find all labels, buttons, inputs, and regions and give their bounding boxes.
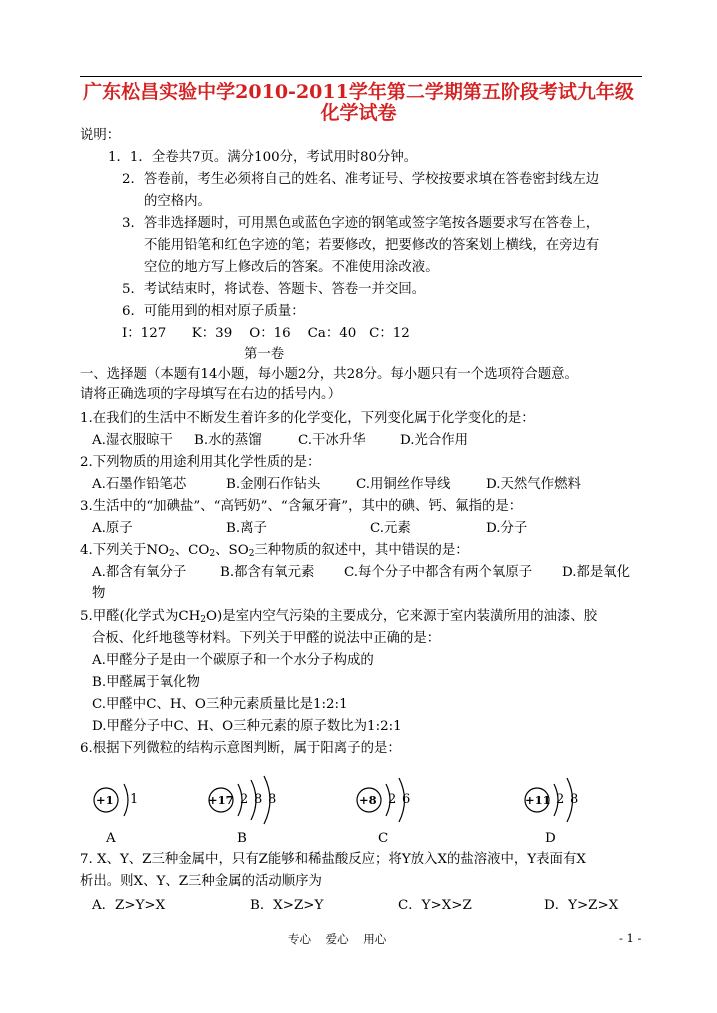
particle-a-label: A (106, 831, 116, 846)
instruction-item: 1．1．全卷共7页。满分100分，考试用时80分钟。 (108, 150, 418, 165)
q7-option-a: A．Z>Y>X (92, 898, 166, 913)
particle-d-label: D (545, 831, 556, 846)
q2-option-d: D.天然气作燃料 (486, 477, 581, 492)
particle-a-electron-count: 1 (130, 792, 139, 807)
instruction-item: 5．考试结束时，将试卷、答题卡、答卷一并交回。 (122, 282, 426, 297)
footer-motto: 专心 爱心 用心 (288, 932, 387, 946)
particle-d-electron-count: 2 (556, 792, 565, 807)
particle-c-nucleus: +8 (359, 793, 377, 807)
exam-title-line1: 广东松昌实验中学2010-2011学年第二学期第五阶段考试九年级 (83, 81, 634, 103)
particle-b-electron-count: 8 (254, 792, 263, 807)
particle-c-electron-count: 6 (402, 792, 411, 807)
particle-d-nucleus: +11 (525, 793, 551, 807)
q5-option-a: A.甲醛分子是由一个碳原子和一个水分子构成的 (92, 653, 374, 668)
q5-option-d: D.甲醛分子中C、H、O三种元素的原子数比为1:2:1 (92, 719, 402, 734)
question-4-stem: 4.下列关于$NO_2$、$CO_2$、$SO_2$三种物质的叙述中，其中错误的是： (80, 543, 469, 559)
q5-option-c: C.甲醛中C、H、O三种元素质量比是1:2:1 (92, 697, 348, 712)
instruction-item: 6．可能用到的相对原子质量： (122, 304, 305, 319)
instructions-heading: 说明： (80, 128, 121, 143)
particle-b-label: B (237, 831, 247, 846)
question-3-stem: 3.生活中的“加碘盐”、“高钙奶”、“含氟牙膏”，其中的碘、钙、氟指的是： (80, 499, 523, 514)
particle-b-nucleus: +17 (208, 793, 234, 807)
question-7-stem-line1: 7. X、Y、Z三种金属中，只有Z能够和稀盐酸反应；将Y放入X的盐溶液中，Y表面有X (80, 852, 586, 867)
particle-diagram-a (90, 770, 210, 830)
q4-option-b: B.都含有氧元素 (220, 565, 315, 580)
instruction-item: 不能用铅笔和红色字迹的笔；若要修改，把要修改的答案划上横线，在旁边有 (144, 238, 600, 253)
section-heading-line1: 一、选择题（本题有14小题，每小题2分，共28分。每小题只有一个选项符合题意。 (80, 367, 578, 382)
particle-d-electron-count: 8 (570, 792, 579, 807)
instruction-item: 空位的地方写上修改后的答案。不准使用涂改液。 (144, 260, 439, 275)
q2-option-a: A.石墨作铅笔芯 (92, 477, 187, 492)
header-rule (80, 76, 642, 77)
particle-c-electron-count: 2 (388, 792, 397, 807)
q7-option-b: B．X>Z>Y (250, 898, 324, 913)
question-5-stem-line2: 合板、化纤地毯等材料。下列关于甲醛的说法中正确的是： (92, 631, 441, 646)
particle-diagram-c (354, 770, 474, 830)
q1-option-d: D.光合作用 (400, 433, 469, 448)
particle-c-label: C (378, 831, 389, 846)
q4-option-d: D.都是氧化 (562, 565, 631, 580)
particle-diagram-d (522, 770, 642, 830)
q3-option-d: D.分子 (486, 521, 528, 536)
q1-option-a: A.湿衣服晾干 (92, 433, 173, 448)
section-heading-line2: 请将正确选项的字母填写在右边的括号内。） (80, 387, 342, 402)
q1-option-b: B.水的蒸馏 (194, 433, 262, 448)
exam-title-line2: 化学试卷 (320, 102, 397, 124)
particle-b-electron-count: 2 (240, 792, 249, 807)
particle-a-nucleus: +1 (96, 793, 114, 807)
q5-option-b: B.甲醛属于氧化物 (92, 675, 200, 690)
instruction-item: 2．答卷前，考生必须将自己的姓名、准考证号、学校按要求填在答卷密封线左边 (122, 172, 600, 187)
question-6-stem: 6.根据下列微粒的结构示意图判断，属于阳离子的是： (80, 741, 401, 756)
q4-option-d-continued: 物 (92, 586, 106, 601)
page-number: - 1 - (619, 931, 642, 945)
q4-option-a: A.都含有氧分子 (92, 565, 187, 580)
q7-option-d: D．Y>Z>X (544, 898, 619, 913)
q3-option-a: A.原子 (92, 521, 133, 536)
q2-option-b: B.金刚石作钻头 (226, 477, 321, 492)
question-1-stem: 1.在我们的生活中不断发生着许多的化学变化，下列变化属于化学变化的是： (80, 411, 535, 426)
q7-option-c: C．Y>X>Z (398, 898, 472, 913)
question-5-stem-line1: 5.甲醛(化学式为$CH_2O$)是室内空气污染的主要成分，它来源于室内装潢所用的油漆、胶 (80, 609, 598, 625)
question-7-stem-line2: 析出。则X、Y、Z三种金属的活动顺序为 (80, 874, 322, 889)
atomic-masses: I：127 K：39 O：16 Ca：40 C：12 (122, 326, 410, 341)
q2-option-c: C.用铜丝作导线 (356, 477, 451, 492)
q3-option-b: B.离子 (226, 521, 267, 536)
instruction-item: 3．答非选择题时，可用黑色或蓝色字迹的钢笔或签字笔按各题要求写在答卷上， (122, 216, 600, 231)
particle-diagram-b (206, 770, 326, 830)
particle-b-electron-count: 8 (268, 792, 277, 807)
q1-option-c: C.干冰升华 (298, 433, 366, 448)
q3-option-c: C.元素 (370, 521, 411, 536)
volume-label: 第一卷 (244, 347, 285, 362)
instruction-item: 的空格内。 (144, 194, 211, 209)
question-2-stem: 2.下列物质的用途利用其化学性质的是： (80, 455, 321, 470)
q4-option-c: C.每个分子中都含有两个氧原子 (344, 565, 533, 580)
